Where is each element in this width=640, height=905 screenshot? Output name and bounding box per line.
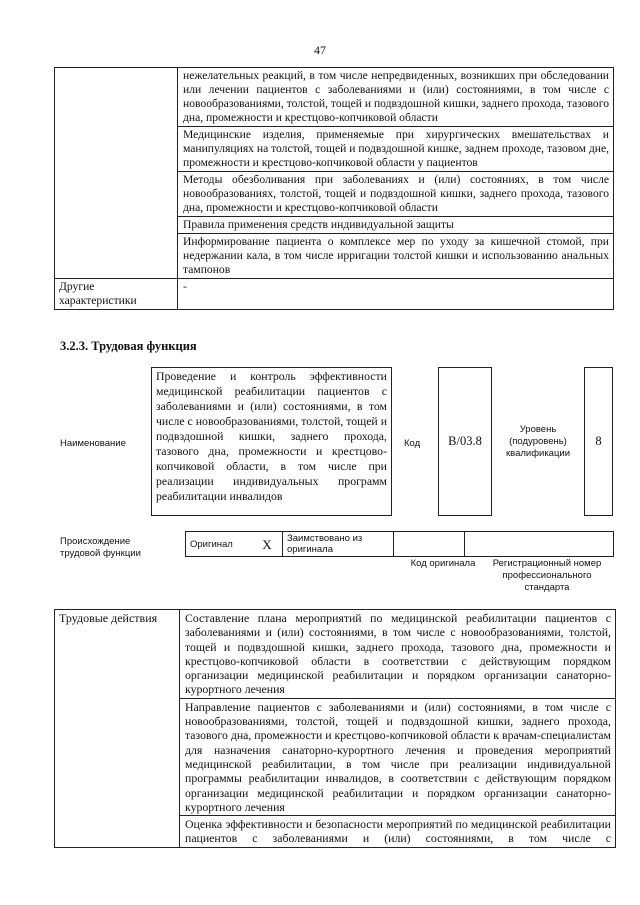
table-row	[55, 68, 614, 127]
reg-number-label: Регистрационный номер профессионального стандарта	[492, 558, 602, 593]
level-label: Уровень (подуровень) квалификации	[505, 424, 571, 459]
actions-table	[54, 609, 616, 848]
name-label: Наименование	[60, 438, 126, 449]
knowledge-table	[54, 67, 614, 310]
table-cell: Направление пациентов с заболеваниями и (или) состояниями, в том числе с новообразованиями, толстой, тощей и подвздошной кишки, заднего прохода, тазового дна, промежности и крестцово-копчиковой области к врачам-специалистам для назначения санаторно-курортного лечения и проведения мероприятий медицинской реабилитации, в том числе при реализации индивидуальной программы реабилитации инвалидов, в соответствии с действующим порядком организации медицинской реабилитации и порядком организации санаторно-курортного лечения	[180, 698, 616, 815]
code-value: B/03.8	[438, 367, 492, 516]
table-cell: Информирование пациента о комплексе мер по уходу за кишечной стомой, при недержании кала, в том числе ирригации толстой кишки и использованию анальных тампонов	[178, 234, 614, 279]
actions-label: Трудовые действия	[55, 610, 180, 848]
origin-label: Происхождение трудовой функции	[60, 536, 141, 559]
table-cell: Медицинские изделия, применяемые при хирургических вмешательствах и манипуляциях на толстой, тощей и подвздошной кишке, заднем проходе, тазовом дне, промежности и крестцово-копчиковой области у пациентов	[178, 127, 614, 172]
other-characteristics-value: -	[178, 279, 614, 310]
code-label: Код	[404, 438, 421, 449]
code-original-cell	[394, 532, 465, 557]
table-cell: Оценка эффективности и безопасности мероприятий по медицинской реабилитации пациентов с заболеваниями и (или) состояниями, в том числе с	[180, 816, 616, 848]
table-cell: Составление плана мероприятий по медицинской реабилитации пациентов с заболеваниями и (или) состояниями, в том числе с новообразованиями, толстой, тощей и подвздошной кишки, заднего прохода, тазового дна, промежности и крестцово-копчиковой области в соответствии с действующим порядком организации медицинской реабилитации и порядком организации санаторно-курортного лечения	[180, 610, 616, 699]
level-value: 8	[584, 367, 613, 516]
code-original-label: Код оригинала	[410, 558, 476, 569]
table-cell-left	[55, 68, 178, 279]
borrowed-label: Заимствовано из оригинала	[283, 532, 394, 557]
table-cell: Методы обезболивания при заболеваниях и (или) состояниях, в том числе новообразованиях, толстой, тощей и подвздошной кишки, заднего прохода, тазового дна, промежности и крестцово-копчиковой области	[178, 172, 614, 217]
other-characteristics-label: Другие характеристики	[55, 279, 178, 310]
table-cell: Правила применения средств индивидуальной защиты	[178, 217, 614, 234]
reg-number-cell	[465, 532, 614, 557]
original-label: Оригинал	[186, 532, 253, 557]
table-row	[55, 279, 614, 310]
table-cell: нежелательных реакций, в том числе непредвиденных, возникших при обследовании или лечении пациентов с заболеваниями и (или) состояниями, в том числе с новообразованиями, толстой, тощей и подвздошной кишки, заднего прохода, тазового дна, промежности и крестцово-копчиковой области	[178, 68, 614, 127]
section-title: 3.2.3. Трудовая функция	[60, 339, 197, 353]
page-number: 47	[314, 43, 326, 57]
original-mark: X	[252, 532, 283, 557]
function-name-value: Проведение и контроль эффективности медицинской реабилитации пациентов с заболеваниями и (или) состояниями, в том числе с новообразованиями, толстой, тощей и подвздошной кишки, заднего прохода, тазового дна, промежности и крестцово-копчиковой области, в том числе при реализации индивидуальных программ реабилитации инвалидов	[151, 367, 392, 516]
table-row	[55, 610, 616, 699]
origin-row	[185, 531, 614, 557]
